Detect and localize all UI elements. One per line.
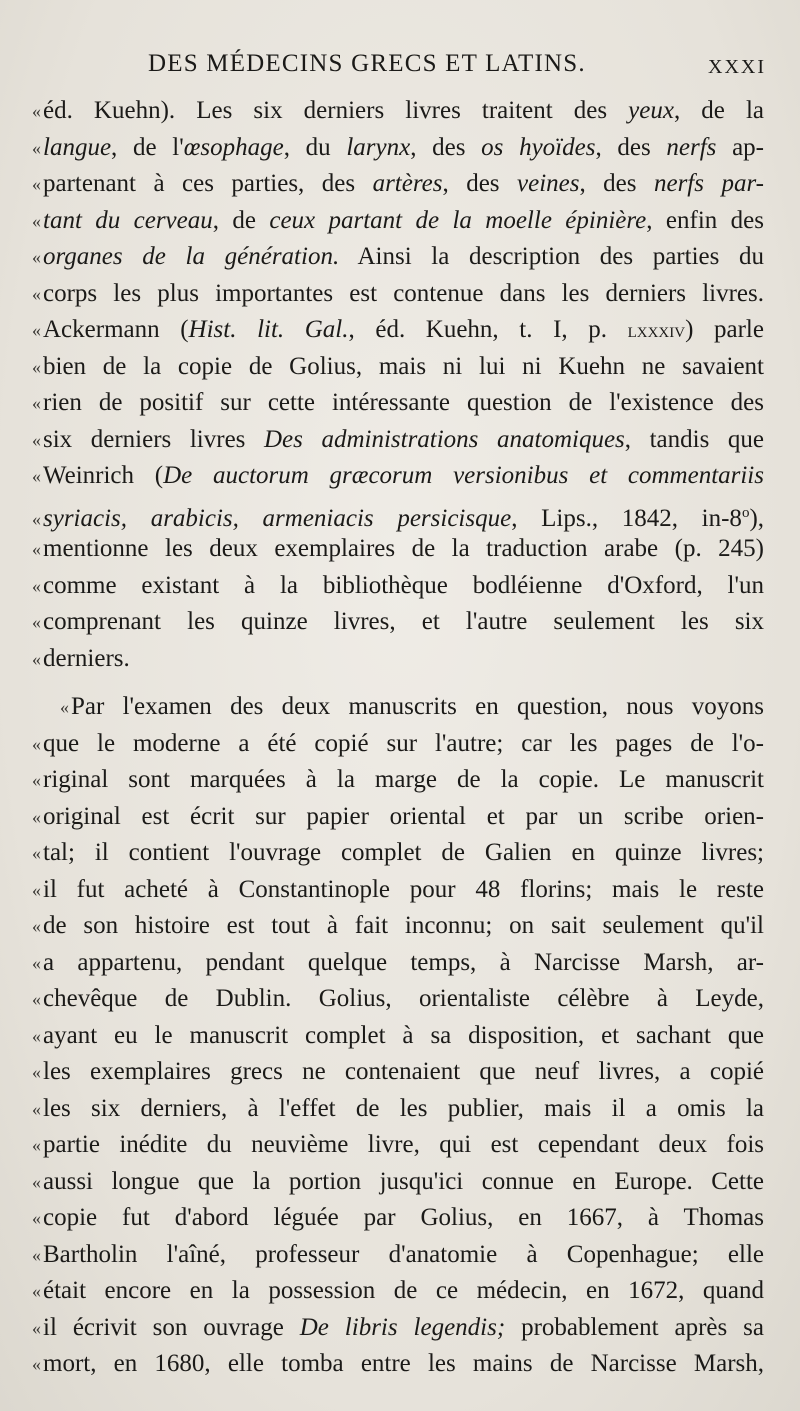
text-span: chevêque de Dublin. Golius, orientaliste célèbre à Leyde, bbox=[43, 985, 764, 1012]
text-span: il écrivit son ouvrage bbox=[43, 1313, 300, 1341]
text-span: ), bbox=[749, 504, 765, 532]
text-span: bien de la copie de Golius, mais ni lui ni Kuehn ne savaient bbox=[43, 352, 764, 380]
text-line bbox=[32, 981, 764, 1018]
text-span: , Lips., 1842, in-8 bbox=[511, 504, 742, 532]
quote-mark: « bbox=[32, 508, 41, 529]
text-span: , des bbox=[579, 170, 654, 197]
quote-mark: « bbox=[32, 843, 41, 863]
quote-mark: « bbox=[32, 393, 41, 413]
text-span: il fut acheté à Constantinople pour 48 florins; mais le reste bbox=[43, 875, 764, 903]
text-span: que le moderne a été copié sur l'autre; car les pages de l'o- bbox=[43, 729, 764, 757]
italic-text: langue bbox=[43, 133, 112, 161]
quote-mark: « bbox=[32, 101, 41, 121]
italic-text: Des administrations anatomiques bbox=[263, 425, 625, 453]
text-line bbox=[32, 872, 764, 909]
text-line bbox=[32, 312, 764, 349]
paragraph-gap bbox=[32, 677, 764, 689]
text-span: , des bbox=[595, 133, 667, 161]
quote-mark: « bbox=[32, 575, 41, 596]
running-head bbox=[0, 50, 800, 84]
quote-mark: « bbox=[32, 1208, 41, 1228]
text-span: corps les plus importantes est contenue dans les derniers livres. bbox=[43, 279, 764, 307]
text-span: Weinrich ( bbox=[43, 462, 164, 489]
quote-mark: « bbox=[32, 733, 41, 754]
text-span: partie inédite du neuvième livre, qui est cependant deux fois bbox=[43, 1131, 764, 1158]
text-span: était encore en la possession de ce médecin, en 1672, quand bbox=[43, 1277, 764, 1304]
text-span: , de bbox=[212, 206, 270, 234]
text-line bbox=[32, 422, 764, 459]
quote-mark: « bbox=[32, 210, 41, 231]
text-span: riginal sont marquées à la marge de la copie. Le manuscrit bbox=[43, 766, 764, 793]
quote-mark: « bbox=[32, 539, 41, 559]
text-span: probablement après sa bbox=[505, 1313, 764, 1341]
text-line bbox=[32, 495, 764, 532]
text-span: , tandis que bbox=[624, 425, 765, 453]
text-span: , des bbox=[410, 133, 482, 161]
italic-text: De auctorum græcorum versionibus et commentariis bbox=[163, 462, 764, 489]
text-span: Ainsi la description des parties du bbox=[339, 243, 765, 270]
text-line bbox=[32, 726, 764, 763]
text-span: Ackermann ( bbox=[43, 316, 189, 343]
superscript: o bbox=[741, 504, 750, 521]
text-span: , éd. Kuehn, t. I, p. bbox=[348, 316, 628, 343]
body-text bbox=[32, 93, 764, 1383]
text-span: aussi longue que la portion jusqu'ici connue en Europe. Cette bbox=[43, 1167, 764, 1195]
italic-text: yeux bbox=[628, 97, 674, 124]
text-line bbox=[32, 1273, 764, 1310]
text-span: les six derniers, à l'effet de les publier, mais il a omis la bbox=[43, 1094, 764, 1122]
quote-mark: « bbox=[32, 466, 41, 486]
running-title: DES MÉDECINS GRECS ET LATINS. bbox=[148, 50, 586, 77]
quote-mark: « bbox=[32, 1281, 41, 1301]
quote-mark: « bbox=[32, 770, 41, 790]
text-span: Par l'examen des deux manuscrits en question, nous voyons bbox=[71, 693, 764, 720]
text-span: copie fut d'abord léguée par Golius, en 1667, à Thomas bbox=[43, 1204, 764, 1231]
quote-mark: « bbox=[32, 1025, 41, 1046]
text-span: , du bbox=[283, 133, 347, 161]
page-number: XXXI bbox=[708, 56, 766, 78]
quote-mark: « bbox=[32, 1098, 41, 1119]
text-line bbox=[32, 1200, 764, 1237]
quote-mark: « bbox=[32, 806, 41, 827]
quote-mark: « bbox=[60, 697, 69, 717]
italic-text: ceux partant de la moelle épinière bbox=[269, 206, 647, 234]
text-span: partenant à ces parties, des bbox=[43, 170, 373, 197]
italic-text: nerfs par- bbox=[653, 170, 765, 197]
text-span: tal; il contient l'ouvrage complet de Galien en quinze livres; bbox=[43, 839, 764, 866]
text-span: Bartholin l'aîné, professeur d'anatomie à Copenhague; elle bbox=[43, 1240, 764, 1268]
text-line bbox=[32, 130, 764, 167]
text-line bbox=[32, 239, 764, 276]
text-span: ayant eu le manuscrit complet à sa disposition, et sachant que bbox=[43, 1021, 764, 1049]
quote-mark: « bbox=[32, 247, 41, 267]
quote-mark: « bbox=[32, 1171, 41, 1192]
text-span: comprenant les quinze livres, et l'autre seulement les six bbox=[43, 608, 764, 635]
text-span: éd. Kuehn). Les six derniers livres traitent des bbox=[43, 97, 629, 124]
text-line bbox=[32, 1054, 764, 1091]
text-span: , enfin des bbox=[646, 206, 764, 234]
quote-mark: « bbox=[32, 1244, 41, 1265]
text-line bbox=[32, 349, 764, 386]
text-line bbox=[32, 1127, 764, 1164]
italic-text: syriacis, arabicis, armeniacis persicisque bbox=[43, 504, 512, 532]
text-line bbox=[32, 799, 764, 836]
quote-mark: « bbox=[32, 1317, 41, 1338]
italic-text: tant du cerveau bbox=[43, 206, 213, 234]
text-line bbox=[32, 203, 764, 240]
text-line bbox=[32, 1346, 764, 1383]
quote-mark: « bbox=[32, 320, 41, 340]
quote-mark: « bbox=[32, 283, 41, 304]
text-span: a appartenu, pendant quelque temps, à Narcisse Marsh, ar- bbox=[43, 948, 764, 976]
text-line bbox=[32, 1164, 764, 1201]
text-line bbox=[32, 908, 764, 945]
text-span: de son histoire est tout à fait inconnu; on sait seulement qu'il bbox=[43, 912, 764, 939]
text-line bbox=[32, 689, 764, 726]
quote-mark: « bbox=[32, 612, 41, 632]
text-line bbox=[32, 1237, 764, 1274]
quote-mark: « bbox=[32, 356, 41, 377]
italic-text: artères bbox=[372, 170, 443, 197]
quote-mark: « bbox=[32, 879, 41, 900]
text-line bbox=[32, 945, 764, 982]
text-span: derniers. bbox=[43, 644, 130, 672]
italic-text: veines bbox=[517, 170, 580, 197]
text-span: ) parle bbox=[685, 316, 764, 343]
text-span: les exemplaires grecs ne contenaient que neuf livres, a copié bbox=[43, 1058, 764, 1085]
text-span: ap- bbox=[716, 133, 765, 161]
text-line bbox=[32, 641, 764, 678]
quote-mark: « bbox=[32, 137, 41, 158]
text-span: original est écrit sur papier oriental et par un scribe orien- bbox=[43, 802, 764, 830]
quote-mark: « bbox=[32, 952, 41, 973]
text-line bbox=[32, 458, 764, 495]
text-span: six derniers livres bbox=[43, 425, 264, 453]
text-line bbox=[32, 1310, 764, 1347]
small-caps-text: lxxxiv bbox=[627, 318, 686, 342]
quote-mark: « bbox=[32, 429, 41, 450]
italic-text: De libris legendis; bbox=[299, 1313, 506, 1341]
text-span: mentionne les deux exemplaires de la traduction arabe (p. 245) bbox=[43, 535, 764, 562]
text-line bbox=[32, 604, 764, 641]
quote-mark: « bbox=[32, 648, 41, 669]
text-span: , des bbox=[442, 170, 517, 197]
italic-text: nerfs bbox=[666, 133, 717, 161]
quote-mark: « bbox=[32, 989, 41, 1009]
text-span: , de la bbox=[673, 97, 764, 124]
text-line bbox=[32, 568, 764, 605]
text-line bbox=[32, 762, 764, 799]
italic-text: os hyoïdes bbox=[481, 133, 596, 161]
text-span: , de l' bbox=[111, 133, 184, 161]
quote-mark: « bbox=[32, 1062, 41, 1082]
text-span: comme existant à la bibliothèque bodléienne d'Oxford, l'un bbox=[43, 571, 764, 599]
text-line bbox=[32, 93, 764, 130]
text-span: rien de positif sur cette intéressante question de l'existence des bbox=[43, 389, 764, 416]
italic-text: œsophage bbox=[183, 133, 284, 161]
text-line bbox=[32, 1018, 764, 1055]
text-line bbox=[32, 385, 764, 422]
quote-mark: « bbox=[32, 916, 41, 936]
text-line bbox=[32, 1091, 764, 1128]
text-line bbox=[32, 835, 764, 872]
quote-mark: « bbox=[32, 1354, 41, 1374]
quote-mark: « bbox=[32, 174, 41, 194]
italic-text: Hist. lit. Gal. bbox=[188, 316, 349, 343]
text-line bbox=[32, 166, 764, 203]
text-span: mort, en 1680, elle tomba entre les mains de Narcisse Marsh, bbox=[43, 1350, 764, 1377]
italic-text: larynx bbox=[346, 133, 411, 161]
italic-text: organes de la génération. bbox=[43, 243, 340, 270]
quote-mark: « bbox=[32, 1135, 41, 1155]
text-line bbox=[32, 531, 764, 568]
text-line bbox=[32, 276, 764, 313]
